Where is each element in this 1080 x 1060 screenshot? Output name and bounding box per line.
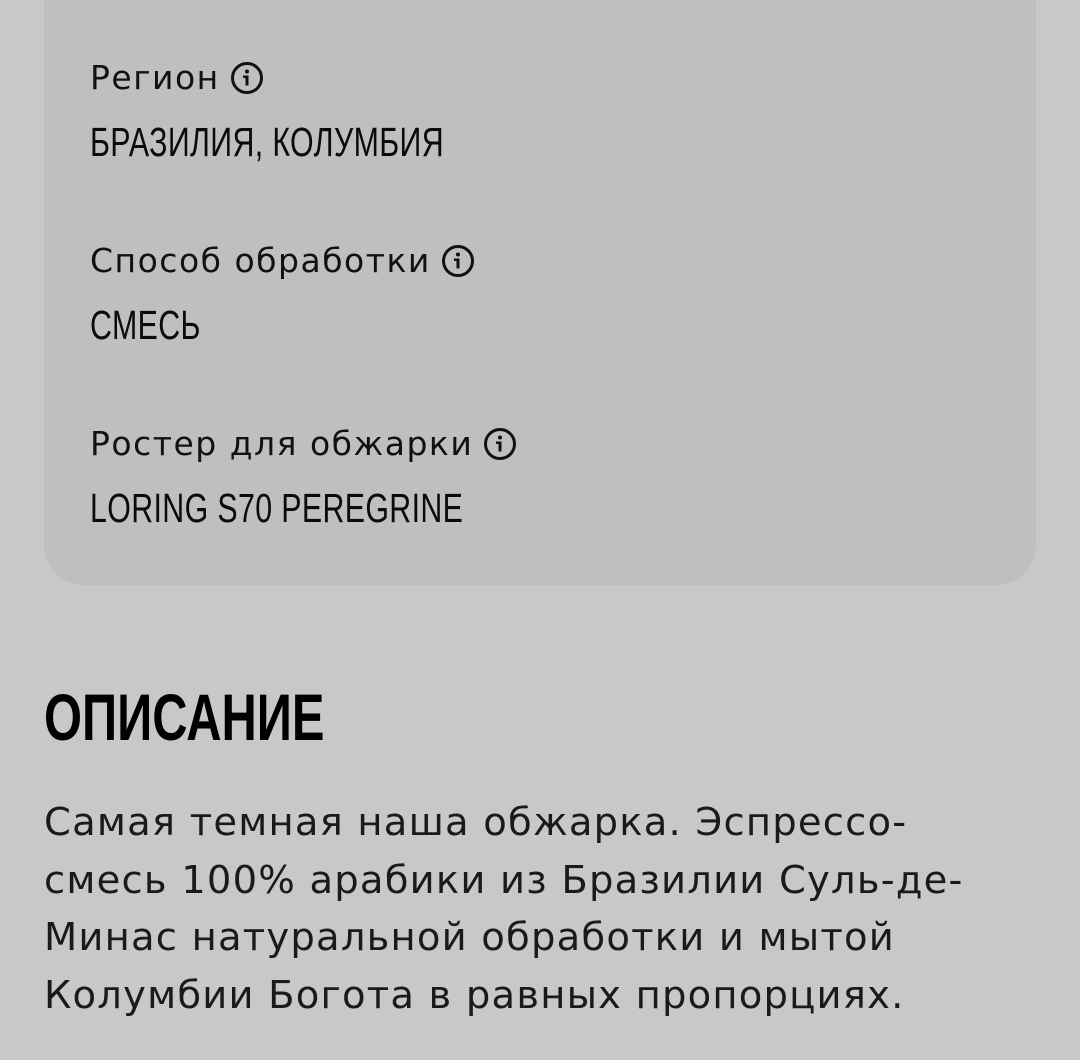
info-icon[interactable]: [483, 427, 517, 461]
description-text: [44, 794, 1034, 1024]
info-icon[interactable]: [441, 244, 475, 278]
description-title: ОПИСАНИЕ: [44, 680, 325, 754]
description-line: Колумбии Богота в равных пропорциях.: [44, 972, 905, 1018]
spec-roaster-value: LORING S70 PEREGRINE: [90, 485, 464, 531]
spec-roaster-label: Ростер для обжарки: [90, 424, 474, 463]
spec-processing-label: Способ обработки: [90, 241, 431, 280]
spec-processing: [90, 241, 475, 349]
spec-roaster: [90, 424, 594, 532]
description-line: смесь 100% арабики из Бразилии Суль-де-: [44, 857, 964, 903]
spec-region-label: Регион: [90, 58, 220, 97]
product-specs-card: [44, 0, 1036, 585]
description-line: Самая темная наша обжарка. Эспрессо-: [44, 800, 908, 845]
spec-processing-value: СМЕСЬ: [90, 302, 201, 348]
info-icon[interactable]: [230, 61, 264, 95]
spec-region: [90, 58, 568, 166]
spec-region-value: БРАЗИЛИЯ, КОЛУМБИЯ: [90, 119, 444, 165]
description-line: Минас натуральной обработки и мытой: [44, 915, 895, 960]
